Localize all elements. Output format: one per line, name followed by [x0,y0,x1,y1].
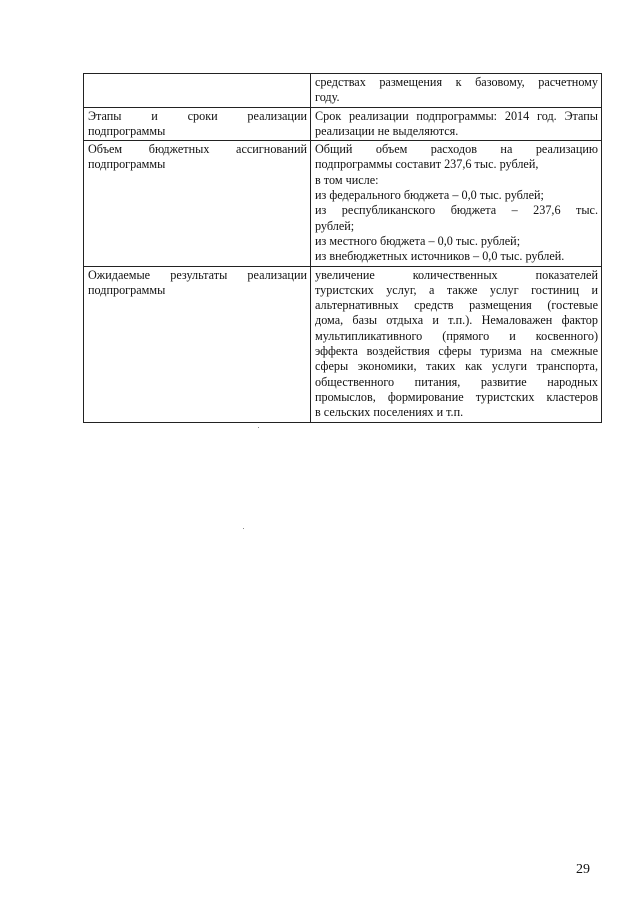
value-line: году. [315,90,340,105]
value-line: из республиканского бюджета – 237,6 тыс. [315,203,598,218]
value-line: промыслов, формирование туристских кластеров [315,389,598,404]
label-line: Ожидаемые результаты реализации [88,267,307,282]
row-label-cell [84,74,311,108]
row-value-cell [311,74,602,108]
table-row [84,107,602,141]
table-row [84,266,602,422]
value-line: рублей; [315,218,355,233]
value-line: общественного питания, развитие народных [315,374,598,389]
row-label-cell [84,141,311,266]
value-line: мультипликативного (прямого и косвенного) [315,328,598,343]
value-line: эффекта воздействия сферы туризма на смежные [315,344,598,359]
row-label-cell [84,266,311,422]
value-line: в том числе: [315,172,379,187]
label-line: Объем бюджетных ассигнований [88,142,307,157]
label-line: Этапы и сроки реализации [88,108,307,123]
scan-speck [243,528,244,529]
value-line: из внебюджетных источников – 0,0 тыс. рублей. [315,249,565,264]
value-line: дома, базы отдыха и т.п.). Немаловажен фактор [315,313,598,328]
row-value-cell [311,266,602,422]
page-number: 29 [576,862,590,877]
value-line: в сельских поселениях и т.п. [315,405,464,420]
label-line: подпрограммы [88,282,166,297]
value-line: реализации не выделяются. [315,123,459,138]
subprogram-passport-table [83,73,602,423]
table-row [84,141,602,266]
value-line: подпрограммы составит 237,6 тыс. рублей, [315,157,539,172]
value-line: Общий объем расходов на реализацию [315,142,598,157]
table-row [84,74,602,108]
label-line: подпрограммы [88,123,166,138]
row-label-cell [84,107,311,141]
value-line: туристских услуг, а также услуг гостиниц и [315,282,598,297]
row-value-cell [311,141,602,266]
scan-speck [258,427,259,428]
value-line: увеличение количественных показателей [315,267,598,282]
row-value-cell [311,107,602,141]
label-line: подпрограммы [88,157,166,172]
value-line: сферы экономики, таких как услуги транспорта, [315,359,598,374]
value-line: из федерального бюджета – 0,0 тыс. рублей; [315,188,544,203]
value-line: Срок реализации подпрограммы: 2014 год. Этапы [315,108,598,123]
value-line: средствах размещения к базовому, расчетному [315,75,598,89]
value-line: альтернативных средств размещения (гостевые [315,298,598,313]
value-line: из местного бюджета – 0,0 тыс. рублей; [315,233,521,248]
